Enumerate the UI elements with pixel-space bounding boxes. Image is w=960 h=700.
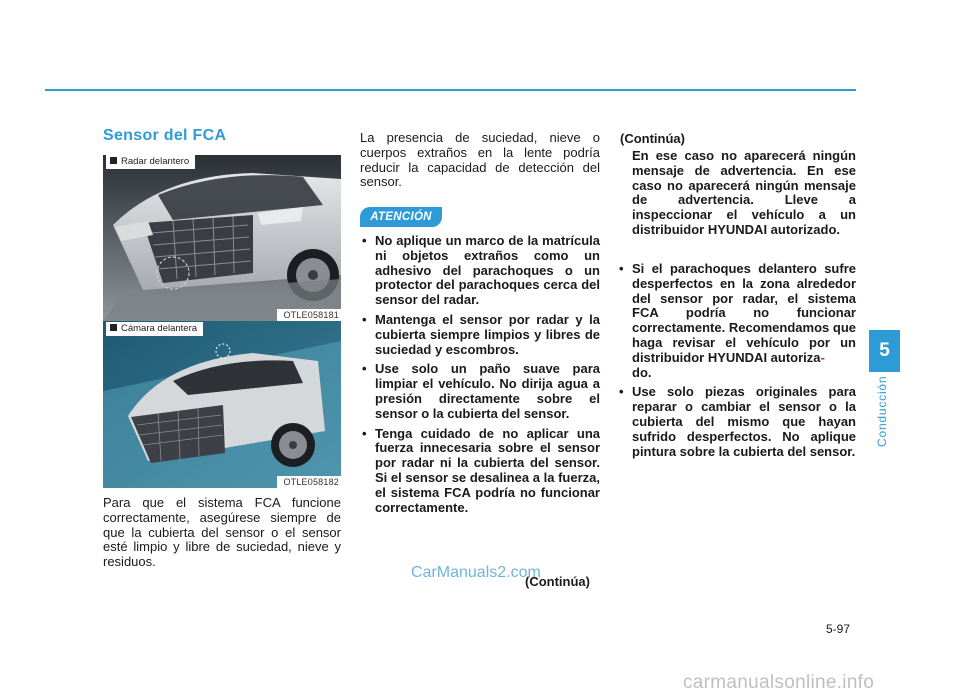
figure-code: OTLE058181 [277,309,341,321]
list-item-text: Si el parachoques delantero sufre desperfectos en la zona alrededor del sensor por radar, el sistema FCA podría no funcionar correctamente. Recomendamos que haga revisar el vehículo por un distribuidor HYUNDAI autoriza [632,261,856,365]
car-front-camera-illustration [103,321,341,488]
list-item: • Use solo un paño suave para limpiar el vehículo. No dirija agua a presión directamente sobre el sensor o la cubierta del sensor. [362,362,600,421]
section-title: Sensor del FCA [103,127,227,144]
figure-front-camera [103,321,341,488]
footer-site: carmanualsonline.info [683,672,875,693]
figure-front-radar [103,155,341,321]
list-item [619,262,856,380]
col2-paragraph: La presencia de suciedad, nieve o cuerpos extraños en la lente podría reducir la capacidad de detección del sensor. [360,130,600,190]
header-rule [45,89,856,91]
watermark: CarManuals2.com [411,564,541,581]
figure-code: OTLE058182 [277,476,341,488]
continued-label: (Continúa) [620,131,685,146]
figure-label [106,155,195,169]
caution-badge: ATENCIÓN [360,207,442,227]
hyphen-mark: - [820,349,825,365]
chapter-name: Conducción [875,375,889,447]
col1-paragraph: Para que el sistema FCA funcione correctamente, asegúrese siempre de que la cubierta del sensor o el sensor esté limpio y libre de suciedad, nieve y residuos. [103,495,341,570]
list-item-text-end: do. [632,364,652,380]
list-item: • Use solo piezas originales para reparar o cambiar el sensor o la cubierta del mismo que hayan sufrido desperfectos. No aplique pintura sobre la cubierta del sensor. [619,385,856,459]
caution-list [362,234,600,520]
figure-label-text: Radar delantero [121,156,190,167]
list-item: • No aplique un marco de la matrícula ni objetos extraños como un adhesivo del parachoques o un protector del parachoques cerca del sensor del radar. [362,234,600,308]
chapter-tab: 5 [869,330,900,372]
col3-continued-text: En ese caso no aparecerá ningún mensaje de advertencia. En ese caso no aparecerá ningún mensaje de advertencia. Lleve a inspeccionar el vehículo a un distribuidor HYUNDAI autorizado. [632,148,856,237]
list-item: • Tenga cuidado de no aplicar una fuerza innecesaria sobre el sensor por radar ni la cubierta del sensor. Si el sensor se desalinea a la fuerza, el sistema FCA podría no funcionar correctamente. [362,427,600,516]
figure-label-text: Cámara delantera [121,323,198,334]
page-number: 5-97 [826,622,851,636]
continues-label: (Continúa) [525,574,590,589]
figure-label [106,322,203,336]
square-bullet-icon [110,324,117,331]
square-bullet-icon [110,157,117,164]
list-item: • Mantenga el sensor por radar y la cubierta siempre limpios y libres de suciedad y escombros. [362,313,600,357]
caution-list-continued [619,262,856,464]
car-front-radar-illustration [103,155,341,321]
